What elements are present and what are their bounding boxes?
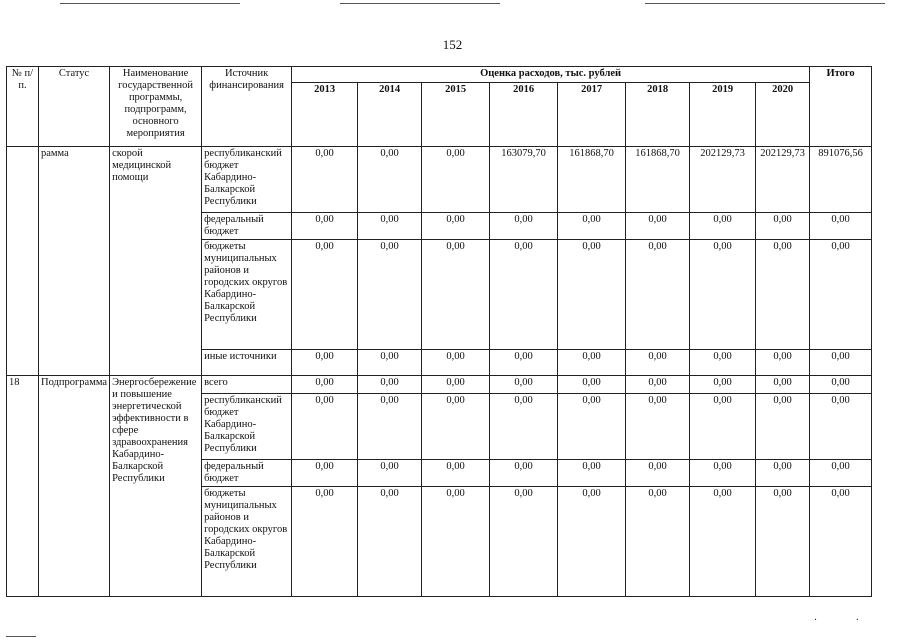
year-value: 0,00 [626,394,690,460]
year-value: 0,00 [422,394,490,460]
year-value: 0,00 [358,487,422,597]
year-value: 0,00 [756,350,810,376]
year-value: 0,00 [358,213,422,240]
year-value: 0,00 [358,460,422,487]
year-value: 0,00 [626,460,690,487]
row-status: рамма [39,147,110,376]
top-rule-right [645,3,885,4]
top-rule-left [60,3,240,4]
bottom-rule [6,636,36,637]
year-value: 0,00 [422,460,490,487]
year-value: 0,00 [558,240,626,350]
year-value: 0,00 [626,213,690,240]
row-program-name: Энергосбережение и повышение энергетической эффективности в сфере здравоохранения Кабардино-Балкарской Республики [110,376,202,597]
funding-source: всего [202,376,292,394]
year-value: 0,00 [490,213,558,240]
year-value: 0,00 [292,394,358,460]
year-value: 0,00 [626,350,690,376]
header-year: 2017 [558,83,626,147]
year-value: 0,00 [490,350,558,376]
year-value: 0,00 [358,350,422,376]
year-value: 0,00 [292,147,358,213]
top-rule-mid [340,3,500,4]
year-value: 0,00 [422,240,490,350]
header-year: 2020 [756,83,810,147]
year-value: 0,00 [690,376,756,394]
row-total: 0,00 [810,460,872,487]
year-value: 0,00 [690,487,756,597]
funding-source: федеральный бюджет [202,460,292,487]
year-value: 0,00 [292,376,358,394]
year-value: 0,00 [422,147,490,213]
year-value: 0,00 [292,240,358,350]
row-total: 0,00 [810,376,872,394]
header-status: Статус [39,67,110,147]
year-value: 0,00 [756,376,810,394]
funding-source: бюджеты муниципальных районов и городских округов Кабардино-Балкарской Республики [202,240,292,350]
year-value: 0,00 [626,240,690,350]
row-total: 891076,56 [810,147,872,213]
year-value: 0,00 [756,460,810,487]
year-value: 0,00 [558,350,626,376]
year-value: 0,00 [756,213,810,240]
header-total: Итого [810,67,872,147]
year-value: 0,00 [358,394,422,460]
funding-source: иные источники [202,350,292,376]
header-num: № п/п. [7,67,39,147]
year-value: 0,00 [690,394,756,460]
year-value: 161868,70 [558,147,626,213]
year-value: 202129,73 [690,147,756,213]
row-total: 0,00 [810,487,872,597]
funding-source: республиканский бюджет Кабардино-Балкарской Республики [202,147,292,213]
row-total: 0,00 [810,213,872,240]
year-value: 0,00 [292,213,358,240]
table-row [7,147,872,213]
year-value: 0,00 [626,376,690,394]
year-value: 0,00 [422,213,490,240]
year-value: 0,00 [558,460,626,487]
row-total: 0,00 [810,240,872,350]
year-value: 0,00 [490,376,558,394]
year-value: 0,00 [358,147,422,213]
funding-source: бюджеты муниципальных районов и городских округов Кабардино-Балкарской Республики [202,487,292,597]
year-value: 163079,70 [490,147,558,213]
year-value: 0,00 [422,376,490,394]
year-value: 0,00 [292,460,358,487]
year-value: 0,00 [558,213,626,240]
year-value: 0,00 [490,394,558,460]
header-year: 2013 [292,83,358,147]
header-year: 2016 [490,83,558,147]
page-footer-marks: · · [813,615,877,626]
year-value: 0,00 [422,350,490,376]
year-value: 0,00 [292,487,358,597]
year-value: 0,00 [558,394,626,460]
budget-table [6,66,872,597]
row-total: 0,00 [810,394,872,460]
header-name: Наименование государственной программы, подпрограмм, основного мероприятия [110,67,202,147]
year-value: 0,00 [756,240,810,350]
header-estimate: Оценка расходов, тыс. рублей [292,67,810,83]
year-value: 0,00 [292,350,358,376]
funding-source: республиканский бюджет Кабардино-Балкарской Республики [202,394,292,460]
year-value: 0,00 [690,350,756,376]
year-value: 0,00 [490,487,558,597]
year-value: 0,00 [558,487,626,597]
year-value: 0,00 [690,240,756,350]
row-status: Подпрограмма [39,376,110,597]
year-value: 0,00 [690,460,756,487]
year-value: 0,00 [490,460,558,487]
year-value: 0,00 [358,240,422,350]
year-value: 202129,73 [756,147,810,213]
header-year: 2015 [422,83,490,147]
row-number [7,147,39,376]
year-value: 0,00 [756,394,810,460]
header-year: 2018 [626,83,690,147]
funding-source: федеральный бюджет [202,213,292,240]
page-number: 152 [442,37,463,52]
header-source: Источник финансирования [202,67,292,147]
table-row [7,376,872,394]
year-value: 0,00 [690,213,756,240]
year-value: 0,00 [422,487,490,597]
row-program-name: скорой медицинской помощи [110,147,202,376]
year-value: 0,00 [756,487,810,597]
year-value: 0,00 [558,376,626,394]
row-number: 18 [7,376,39,597]
row-total: 0,00 [810,350,872,376]
year-value: 0,00 [358,376,422,394]
year-value: 0,00 [490,240,558,350]
header-year: 2014 [358,83,422,147]
year-value: 0,00 [626,487,690,597]
header-year: 2019 [690,83,756,147]
year-value: 161868,70 [626,147,690,213]
